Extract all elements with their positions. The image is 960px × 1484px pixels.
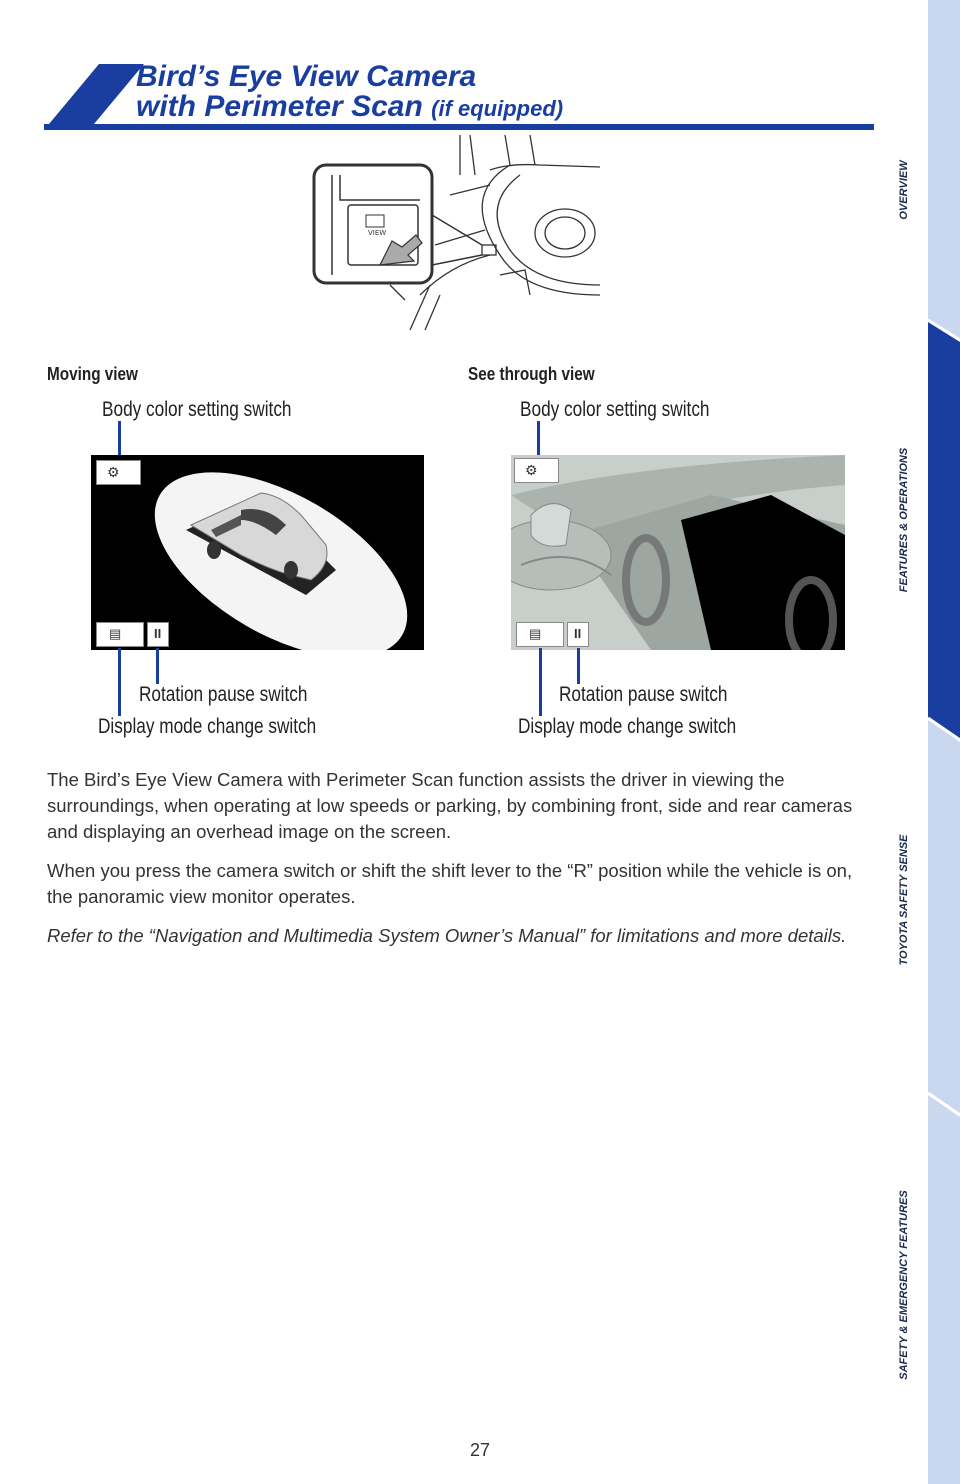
dashboard-drawing	[310, 135, 605, 335]
moving-body-color-leader	[118, 421, 121, 458]
nav-tab-overview[interactable]	[864, 160, 944, 220]
nav-label-safety-emergency: SAFETY & EMERGENCY FEATURES	[898, 1190, 910, 1380]
nav-label-features: FEATURES & OPERATIONS	[898, 447, 910, 593]
see-through-body-color-button[interactable]	[514, 458, 559, 483]
moving-display-mode-label: Display mode change switch	[98, 715, 317, 738]
page-title-line2	[136, 92, 563, 122]
see-through-body-color-leader	[537, 421, 540, 458]
display-mode-icon: ▤	[109, 626, 122, 641]
nav-tab-safety-emergency[interactable]	[864, 1190, 944, 1380]
car-gear-icon: ⚙	[107, 464, 120, 480]
header-rule	[44, 124, 874, 130]
camera-switch-illustration	[310, 135, 605, 335]
moving-view-title: Moving view	[47, 364, 138, 384]
moving-rotation-pause-leader	[156, 648, 159, 684]
moving-rotation-pause-label: Rotation pause switch	[139, 683, 308, 706]
see-through-body-color-label: Body color setting switch	[520, 398, 710, 421]
see-through-display-mode-leader	[539, 648, 542, 716]
body-paragraph-2: When you press the camera switch or shift the shift lever to the “R” position while the vehicle is on, the panoramic view monitor operates.	[47, 860, 853, 907]
moving-view-screen	[91, 455, 424, 650]
pause-icon: II	[574, 626, 582, 641]
pause-icon: II	[154, 626, 162, 641]
page-number: 27	[469, 1440, 491, 1460]
see-through-view-title: See through view	[468, 364, 595, 384]
body-paragraph-3: Refer to the “Navigation and Multimedia System Owner’s Manual” for limitations and more details.	[47, 925, 847, 946]
moving-rotation-pause-button[interactable]	[147, 622, 169, 647]
moving-body-color-label: Body color setting switch	[102, 398, 292, 421]
see-through-view-screen	[511, 455, 845, 650]
see-through-display-mode-label: Display mode change switch	[518, 715, 737, 738]
moving-display-mode-leader	[118, 648, 121, 716]
page-title-line1: Bird’s Eye View Camera	[136, 60, 477, 93]
moving-body-color-button[interactable]	[96, 460, 141, 485]
page-title-suffix: (if equipped)	[431, 96, 564, 121]
display-mode-icon: ▤	[529, 626, 542, 641]
moving-display-mode-button[interactable]	[96, 622, 144, 647]
nav-label-overview: OVERVIEW	[898, 160, 910, 220]
car-gear-icon: ⚙	[525, 462, 538, 478]
nav-label-safety-sense: TOYOTA SAFETY SENSE	[898, 834, 910, 966]
see-through-rotation-pause-button[interactable]	[567, 622, 589, 647]
body-paragraph-1: The Bird’s Eye View Camera with Perimeter Scan function assists the driver in viewing the surroundings, when operating at low speeds or parking, by combining front, side and rear cameras and displaying an overhead image on the screen.	[47, 769, 853, 842]
page-title-main: with Perimeter Scan	[136, 90, 423, 123]
header-accent-tab	[44, 64, 144, 130]
view-switch-label: VIEW	[368, 229, 387, 237]
see-through-display-mode-button[interactable]	[516, 622, 564, 647]
see-through-view-image	[511, 455, 845, 650]
see-through-rotation-pause-label: Rotation pause switch	[559, 683, 728, 706]
nav-tab-features[interactable]	[864, 447, 944, 593]
see-through-rotation-pause-leader	[577, 648, 580, 684]
